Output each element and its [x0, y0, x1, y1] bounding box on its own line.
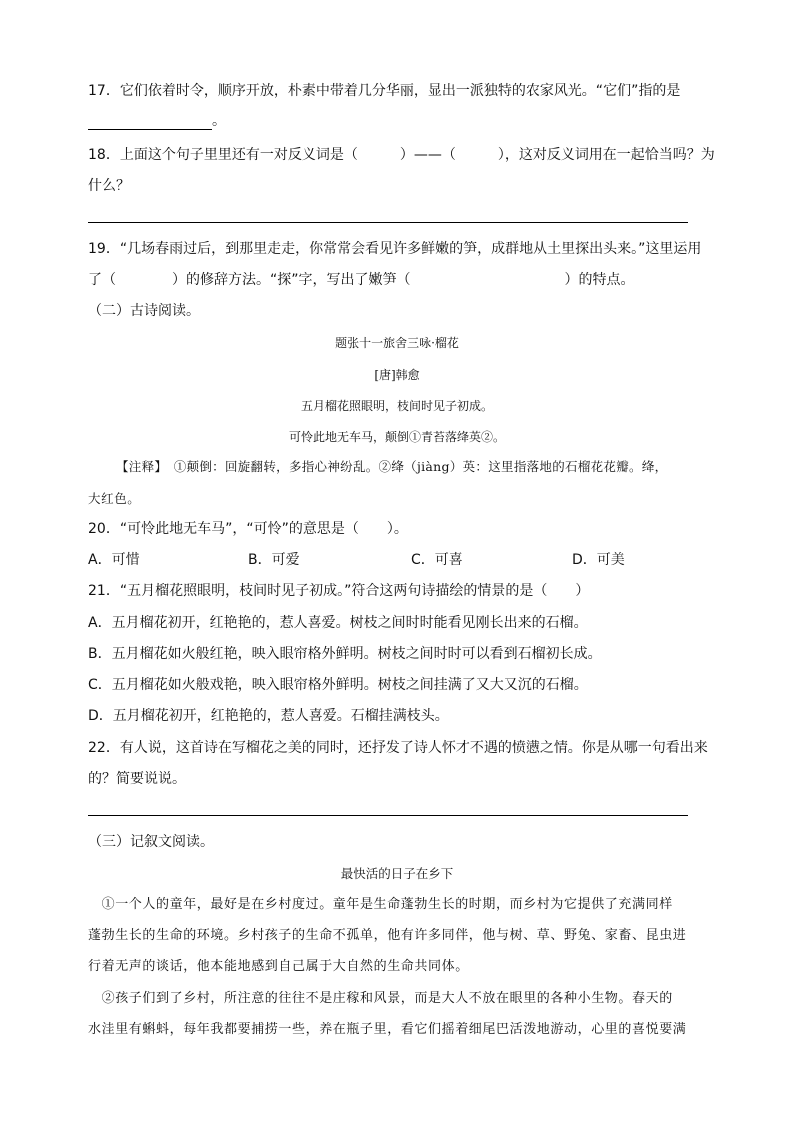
article-line: 蓬勃生长的生命的环境。乡村孩子的生命不孤单，他有许多同伴，他与树、草、野兔、家畜、昆虫进 [88, 928, 687, 943]
question-21-option-d: D．五月榴花初开，红艳艳的，惹人喜爱。石榴挂满枝头。 [88, 708, 449, 724]
question-20-option-c: C．可喜 [411, 552, 463, 568]
question-20-option-b: B．可爱 [248, 552, 300, 568]
question-19-line1: 19．“几场春雨过后，到那里走走，你常常会看见许多鲜嫩的笋，成群地从土里探出头来。”这里运用 [88, 241, 702, 257]
question-21-option-c: C．五月榴花如火般戏艳，映入眼帘格外鲜明。树枝之间挂满了又大又沉的石榴。 [88, 677, 588, 693]
answer-line [88, 222, 688, 223]
article-title: 最快活的日子在乡下 [340, 866, 454, 881]
question-20: 20．“可怜此地无车马”，“可怜”的意思是（ ）。 [88, 521, 408, 537]
section-heading-poem: （二）古诗阅读。 [88, 303, 200, 319]
answer-line [88, 815, 688, 816]
question-22-line1: 22．有人说，这首诗在写榴花之美的同时，还抒发了诗人怀才不遇的愤懑之情。你是从哪一句看出来 [88, 740, 708, 756]
question-20-option-a: A．可惜 [88, 552, 140, 568]
question-17-text: 17．它们依着时令，顺序开放，朴素中带着几分华丽，显出一派独特的农家风光。“它们”指的是 [88, 83, 681, 99]
article-line: ①一个人的童年，最好是在乡村度过。童年是生命蓬勃生长的时期，而乡村为它提供了充满同样 [88, 897, 673, 912]
question-21-option-b: B．五月榴花如火般红艳，映入眼帘格外鲜明。树枝之间时时可以看到石榴初长成。 [88, 646, 602, 662]
question-17-tail: 。 [212, 113, 226, 129]
poem-title: 题张十一旅舍三咏·榴花 [335, 336, 459, 350]
question-19-line2: 了（ ）的修辞方法。“探”字，写出了嫩笋（ ）的特点。 [88, 272, 635, 288]
poem-note-line1: 【注释】 ①颠倒：回旋翻转，多指心神纷乱。②绛（jiàng）英：这里指落地的石榴花花瓣。绛， [116, 459, 668, 474]
section-heading-narrative: （三）记叙文阅读。 [88, 834, 214, 850]
poem-line-2: 可怜此地无车马，颠倒①青苔落绛英②。 [288, 430, 505, 444]
question-21: 21．“五月榴花照眼明，枝间时见子初成。”符合这两句诗描绘的情景的是（ ） [88, 583, 590, 599]
poem-line-1: 五月榴花照眼明，枝间时见子初成。 [300, 399, 493, 413]
question-18-line2: 什么？ [88, 178, 130, 194]
answer-blank [88, 115, 212, 130]
question-20-option-d: D．可美 [572, 552, 625, 568]
question-17 [88, 82, 680, 100]
article-line: 行着无声的谈话，他本能地感到自己属于大自然的生命共同体。 [88, 959, 469, 974]
question-22-line2: 的？简要说说。 [88, 771, 186, 787]
question-21-option-a: A．五月榴花初开，红艳艳的，惹人喜爱。树枝之间时时能看见刚长出来的石榴。 [88, 615, 588, 631]
poem-author: [唐]韩愈 [374, 368, 420, 382]
question-18-line1: 18．上面这个句子里里还有一对反义词是（ ）——（ ），这对反义词用在一起恰当吗？为 [88, 147, 715, 163]
question-17-answer [88, 112, 226, 130]
poem-note-line2: 大红色。 [88, 491, 141, 506]
article-line: ②孩子们到了乡村，所注意的往往不是庄稼和风景，而是大人不放在眼里的各种小生物。春天的 [88, 991, 673, 1006]
article-line: 水洼里有蝌蚪，每年我都要捕捞一些，养在瓶子里，看它们摇着细尾巴活泼地游动，心里的喜悦要满 [88, 1022, 687, 1037]
